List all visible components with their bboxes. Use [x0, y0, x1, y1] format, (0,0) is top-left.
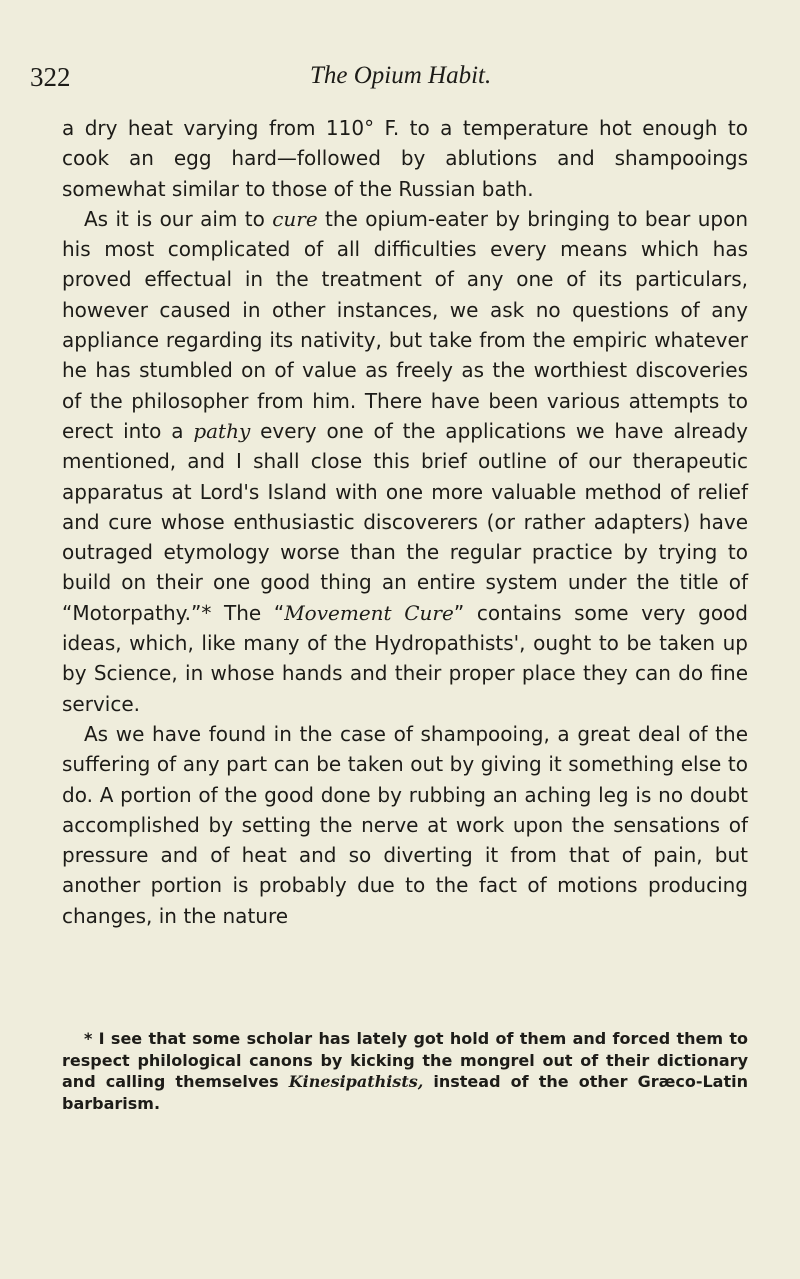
emphasis-movement-cure: Movement Cure [284, 600, 454, 625]
emphasis-pathy: pathy [193, 418, 251, 443]
emphasis-cure: cure [272, 206, 318, 231]
paragraph-2-text-c: every one of the applications we have already mentioned, and I shall close this brief outline of our therapeutic apparatus at Lord's Island with one more valuable method of relief and cure whose enthusiastic discoverers (or rather adapters) have outraged etymology worse than the regular practice by trying to build on their one good thing an entire system under the title of “Motorpathy.”* The “ [62, 418, 748, 625]
paragraph-1: a dry heat varying from 110° F. to a temperature hot enough to cook an egg hard—followed by ablutions and shampooings somewhat similar to those of the Russian bath. [62, 116, 748, 201]
paragraph-2 [62, 204, 748, 719]
footnote-text-a: * I see that some scholar has lately got hold of them and forced them to respect philological canons by kicking the mongrel out of their dictionary and calling themselves [62, 1029, 748, 1091]
page-header [30, 62, 770, 102]
paragraph-3: As we have found in the case of shampooing, a great deal of the suffering of any part can be taken out by giving it something else to do. A portion of the good done by rubbing an aching leg is no doubt accomplished by setting the nerve at work upon the sensations of pressure and of heat and so diverting it from that of pain, but another portion is probably due to the fact of motions producing changes, in the nature [62, 721, 748, 928]
emphasis-kinesipathists: Kinesipathists, [288, 1072, 424, 1091]
footnote [62, 1028, 748, 1114]
page-number: 322 [30, 62, 71, 92]
footnote-text [62, 1028, 748, 1114]
footnote-text-b: instead of the other Græco-Latin barbarism. [62, 1072, 748, 1113]
paragraph-2-text-a: As it is our aim to [84, 206, 273, 231]
paragraph-2-text-d: ” contains some very good ideas, which, like many of the Hydropathists', ought to be taken up by Science, in whose hands and their proper place they can do fine service. [62, 600, 748, 716]
paragraph-2-text-b: the opium-eater by bringing to bear upon his most complicated of all difficulties every means which has proved effectual in the treatment of any one of its particulars, however caused in other instances, we ask no questions of any appliance regarding its nativity, but take from the empiric whatever he has stumbled on of value as freely as the worthiest discoveries of the philosopher from him. There have been various attempts to erect into a [62, 206, 748, 443]
running-head: The Opium Habit. [310, 62, 492, 89]
body-text [62, 113, 748, 931]
